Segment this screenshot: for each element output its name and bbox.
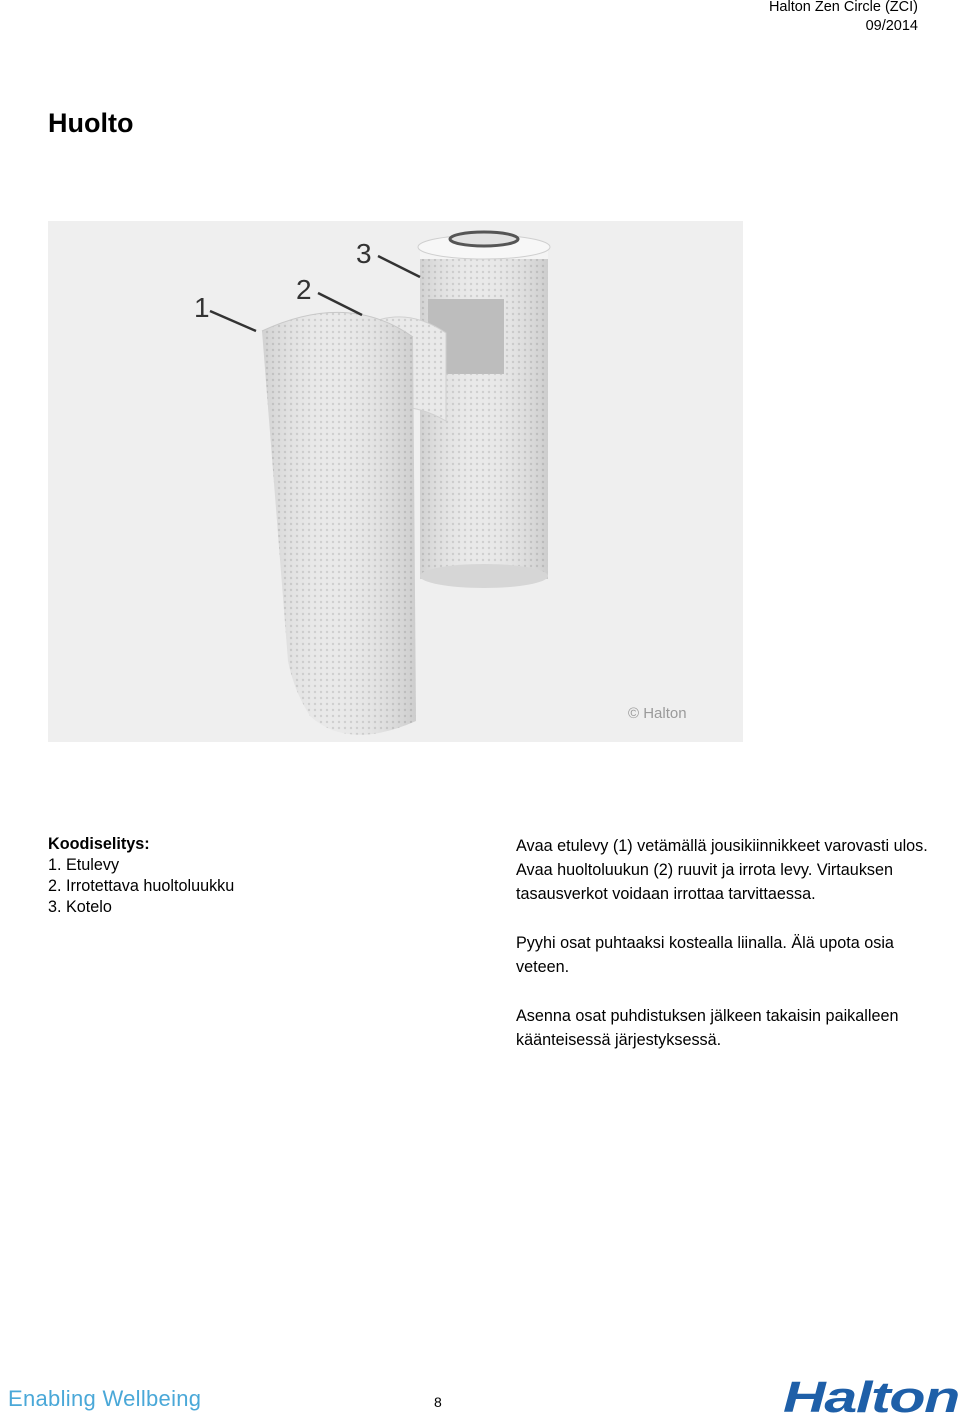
instruction-paragraph: Asenna osat puhdistuksen jälkeen takaisin paikalleen käänteisessä järjestyksessä. [516,1007,899,1049]
halton-logo-text: Halton [783,1376,960,1416]
legend-title: Koodiselitys: [48,835,150,853]
product-illustration [48,221,743,742]
footer-slogan: Enabling Wellbeing [8,1386,202,1411]
callout-2: 2 [296,274,312,305]
page-number: 8 [434,1394,442,1410]
code-legend [48,834,234,918]
callout-3: 3 [356,238,372,269]
instruction-paragraph: Avaa etulevy (1) vetämällä jousikiinnikkeet varovasti ulos. Avaa huoltoluukun (2) ruuvit ja irrota levy. Virtauksen tasausverkot voidaan irrottaa tarvittaessa. [516,837,928,903]
halton-logo [781,1376,960,1416]
legend-item: 2. Irrotettava huoltoluukku [48,877,235,895]
product-name: Halton Zen Circle (ZCI) [768,0,918,15]
page-title: Huolto [48,108,134,138]
front-panel-illustration [262,312,416,734]
legend-item: 1. Etulevy [48,856,120,874]
instruction-paragraph: Pyyhi osat puhtaaksi kostealla liinalla. Älä upota osia veteen. [516,934,894,976]
maintenance-instructions [516,834,936,1077]
callout-1: 1 [194,292,210,323]
legend-item: 3. Kotelo [48,898,112,916]
image-copyright: © Halton [628,705,687,722]
document-header [769,0,918,36]
document-date: 09/2014 [865,18,918,34]
